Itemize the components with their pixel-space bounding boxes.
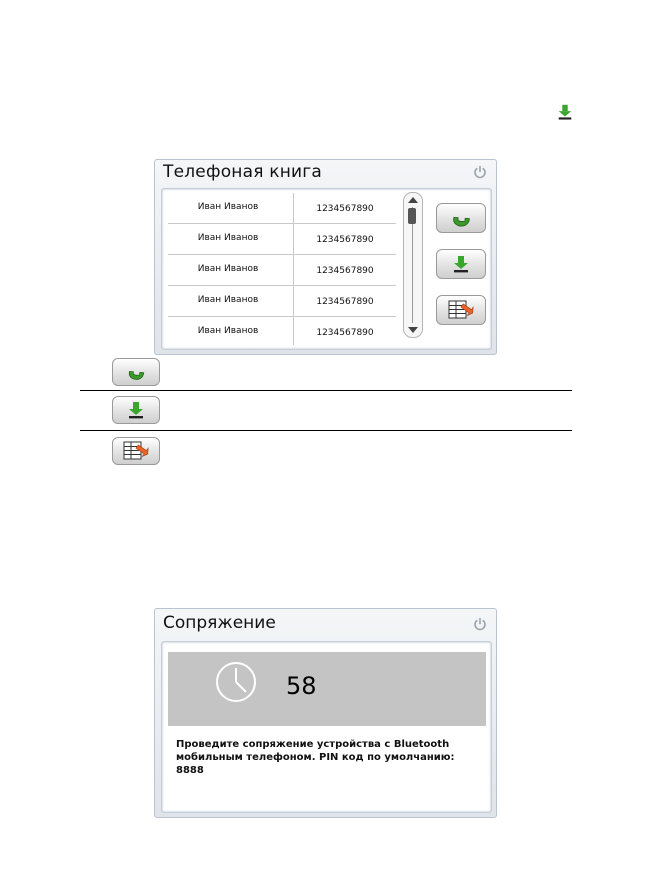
- pairing-message: Проведите сопряжение устройства с Bluetooth мобильным телефоном. PIN код по умолчанию: 8888: [176, 739, 455, 776]
- scroll-down-arrow[interactable]: [408, 327, 418, 333]
- contacts-panel: [161, 188, 492, 350]
- call-icon: [449, 206, 473, 230]
- table-sync-icon: [447, 298, 475, 322]
- contact-name: Иван Иванов: [197, 233, 259, 243]
- contact-number: 1234567890: [316, 204, 374, 214]
- scrollbar[interactable]: [403, 192, 423, 338]
- legend-call-button: [112, 358, 160, 386]
- pairing-panel: [161, 641, 492, 813]
- divider: [80, 430, 572, 431]
- countdown-area: [168, 652, 486, 726]
- list-item[interactable]: [168, 317, 396, 347]
- phonebook-window: [154, 159, 497, 355]
- contacts-list: [168, 193, 396, 347]
- list-item[interactable]: [168, 193, 396, 224]
- contact-number: 1234567890: [316, 328, 374, 338]
- legend-download-button: [112, 396, 160, 424]
- power-icon[interactable]: [473, 165, 487, 179]
- legend-sync-button: [112, 437, 160, 465]
- call-button[interactable]: [436, 203, 486, 233]
- divider: [80, 390, 572, 391]
- download-icon: [548, 100, 582, 124]
- sync-button[interactable]: [436, 295, 486, 325]
- list-item[interactable]: [168, 255, 396, 286]
- window-title: Сопряжение: [163, 613, 276, 633]
- download-icon: [126, 400, 146, 420]
- list-item[interactable]: [168, 286, 396, 317]
- contact-name: Иван Иванов: [197, 264, 259, 274]
- call-icon: [125, 361, 147, 383]
- window-title: Телефоная книга: [163, 162, 323, 182]
- list-item[interactable]: [168, 224, 396, 255]
- contact-number: 1234567890: [316, 235, 374, 245]
- countdown-value: 58: [286, 672, 317, 700]
- clock-icon: [214, 660, 258, 704]
- download-icon: [451, 254, 471, 274]
- contact-name: Иван Иванов: [197, 326, 259, 336]
- scroll-thumb[interactable]: [408, 208, 416, 224]
- download-button[interactable]: [436, 249, 486, 279]
- power-icon[interactable]: [473, 617, 487, 631]
- scroll-track: [412, 207, 413, 323]
- scroll-up-arrow[interactable]: [408, 197, 418, 203]
- table-sync-icon: [122, 439, 150, 463]
- contact-name: Иван Иванов: [197, 202, 259, 212]
- pairing-window: [154, 608, 497, 818]
- contact-number: 1234567890: [316, 297, 374, 307]
- contact-name: Иван Иванов: [197, 295, 259, 305]
- contact-number: 1234567890: [316, 266, 374, 276]
